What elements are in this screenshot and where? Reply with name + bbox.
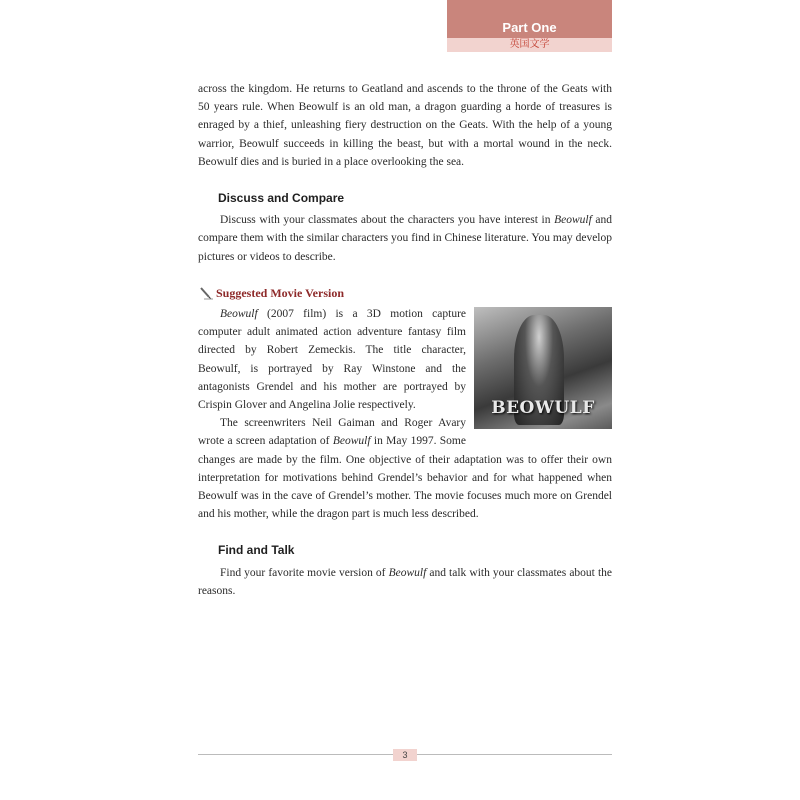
movie-heading-row <box>198 284 612 302</box>
find-heading: Find and Talk <box>218 543 295 558</box>
pencil-icon <box>198 286 214 300</box>
movie-heading: Suggested Movie Version <box>216 285 345 300</box>
discuss-heading: Discuss and Compare <box>218 191 345 206</box>
intro-paragraph: across the kingdom. He returns to Geatland and ascends to the throne of the Geats with 50 years rule. When Beowulf is an old man, a dragon guarding a horde of treasures is enraged by a thief, unleashing fiery destruction on the Geats. With the help of a young warrior, Beowulf succeeds in killing the beast, but with a mortal wound in the neck. Beowulf dies and is buried in a place overlooking the sea. <box>198 83 612 168</box>
find-text-italic: Beowulf <box>388 566 427 579</box>
discuss-text-a: Discuss with your classmates about the characters you have interest in <box>220 214 555 227</box>
poster-title: BEOWULF <box>491 398 595 419</box>
movie-p1-italic: Beowulf <box>220 308 258 321</box>
part-subtitle: 英国文学 <box>447 38 612 52</box>
discuss-paragraph <box>198 211 612 266</box>
discuss-text-italic: Beowulf <box>554 214 592 227</box>
movie-p1-text: (2007 film) is a 3D motion capture computer adult animated action adventure fantasy film directed by Robert Zemeckis. The title character, Beowulf, is portrayed by Ray Winstone and the antagonists Grendel and his mother are portrayed by Crispin Glover and Angelina Jolie respectively. <box>198 308 466 412</box>
find-paragraph <box>198 564 612 600</box>
movie-p2-text-a: The screenwriters Neil Gaiman and Roger Avary wrote a screen adaptation of <box>198 417 466 448</box>
part-title: Part One <box>447 0 612 38</box>
page-content <box>198 80 612 600</box>
movie-p2-text-b: in May 1997. Some changes are made by the film. One objective of their adaptation was to offer their own interpretation for motivations behind Grendel’s behavior and for what happened when Beowulf was in the cave of Grendel’s mother. The movie focuses much more on Grendel and his mother, while the dragon part is much less described. <box>198 435 612 521</box>
page-number: 3 <box>393 749 417 761</box>
part-header <box>447 0 612 52</box>
find-text-b: and talk with your classmates about the reasons. <box>198 566 613 597</box>
movie-p2-italic: Beowulf <box>332 435 371 448</box>
movie-poster-image <box>474 307 612 429</box>
discuss-text-b: and compare them with the similar characters you find in Chinese literature. You may develop pictures or videos to describe. <box>198 214 613 263</box>
movie-paragraph-2 <box>198 414 612 523</box>
find-text-a: Find your favorite movie version of <box>220 566 389 579</box>
